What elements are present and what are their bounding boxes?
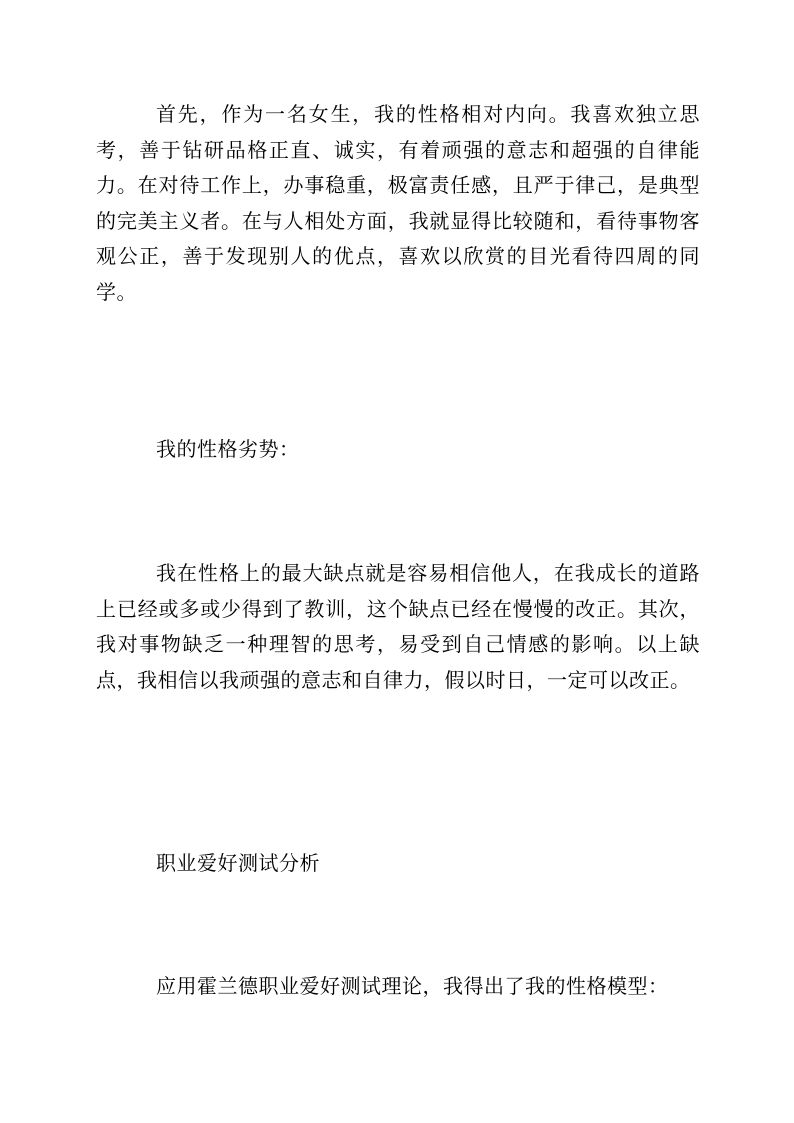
paragraph-weaknesses-description: 我在性格上的最大缺点就是容易相信他人，在我成长的道路上已经或多或少得到了教训，这个缺点已经在慢慢的改正。其次，我对事物缺乏一种理智的思考，易受到自己情感的影响。以上缺点，我相信以我顽强的意志和自律力，假以时日，一定可以改正。 — [96, 561, 700, 692]
heading-career-interest-test: 职业爱好测试分析 — [156, 851, 320, 875]
paragraph-personality-description: 首先，作为一名女生，我的性格相对内向。我喜欢独立思考，善于钻研品格正直、诚实，有着顽强的意志和超强的自律能力。在对待工作上，办事稳重，极富责任感，且严于律己，是典型的完美主义者。在与人相处方面，我就显得比较随和，看待事物客观公正，善于发现别人的优点，喜欢以欣赏的目光看待四周的同学。 — [96, 102, 700, 304]
heading-personality-weaknesses: 我的性格劣势： — [156, 437, 300, 461]
paragraph-holland-test-intro: 应用霍兰德职业爱好测试理论，我得出了我的性格模型： — [156, 974, 669, 998]
